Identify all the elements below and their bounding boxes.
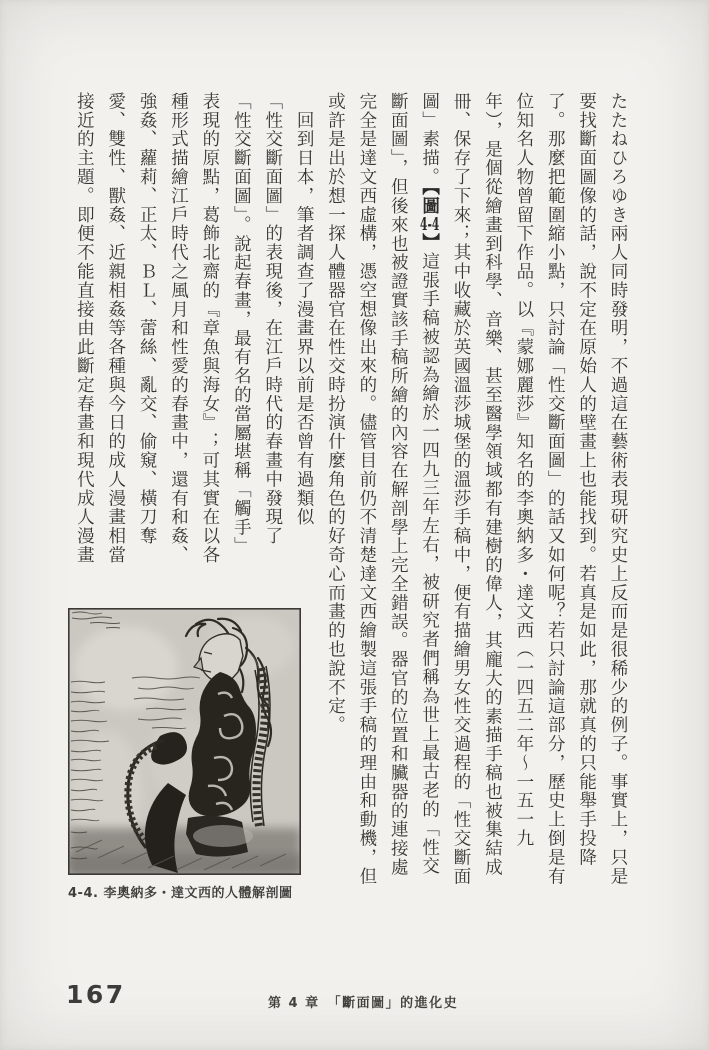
footer-chapter-title: 第 4 章 「斷面圖」的進化史 <box>268 996 459 1011</box>
text-column-6: 冊、保存了下來；其中收藏於英國溫莎城堡的溫莎手稿中，便有描繪男女性交過程的「性交斷面 <box>451 92 472 886</box>
text-column-7: 圖」素描。【圖4-4】這張手稿被認為繪於一四九三年左右，被研究者們稱為世上最古老的「性交 <box>419 92 440 876</box>
text-column-8: 斷面圖」，但後來也被證實該手稿所繪的內容在解剖學上完全錯誤。器官的位置和臟器的連接處 <box>388 92 409 878</box>
text-column-5: 年），是個從繪畫到科學、音樂、甚至醫學領域都有建樹的偉人，其龐大的素描手稿也被集結成 <box>482 92 503 878</box>
text-column-4: 位知名人物曾留下作品。以『蒙娜麗莎』知名的李奧納多・達文西（一四五二年～一五一九 <box>513 92 534 848</box>
text-column-13: 「性交斷面圖」。說起春畫，最有名的當屬堪稱「觸手」 <box>231 92 252 556</box>
text-column-3: 了。那麼把範圍縮小點，只討論「性交斷面圖」的話又如何呢？若只討論這部分，歷史上倒是有 <box>545 92 566 886</box>
text-column-18: 接近的主題。即便不能直接由此斷定春畫和現代成人漫畫 <box>74 92 95 565</box>
figure-4-4 <box>68 608 301 901</box>
figure-caption: 4-4. 李奧納多・達文西的人體解剖圖 <box>68 886 293 901</box>
text-column-1: たたねひろゆき兩人同時發明，不過這在藝術表現研究史上反而是很稀少的例子。事實上，只是 <box>608 92 628 886</box>
text-column-11: 回到日本，筆者調查了漫畫界以前是否曾有過類似 <box>294 92 315 527</box>
text-column-12: 「性交斷面圖」的表現後，在江戶時代的春畫中發現了 <box>262 92 283 546</box>
text-column-16: 強姦、蘿莉、正太、ＢＬ、蕾絲、亂交、偷窺、橫刀奪 <box>137 92 158 546</box>
page-number: 167 <box>66 980 126 1009</box>
text-column-10: 或許是出於想一探人體器官在性交時扮演什麼角色的好奇心而畫的也說不定。 <box>325 92 346 735</box>
text-column-9: 完全是達文西虛構，憑空想像出來的。儘管目前仍不清楚達文西繪製這張手稿的理由和動機，但 <box>356 92 377 886</box>
davinci-anatomy-sketch <box>68 608 301 875</box>
text-column-15: 種形式描繪江戶時代之風月和性愛的春畫中，還有和姦、 <box>168 92 189 565</box>
text-column-14: 表現的原點，葛飾北齋的『章魚與海女』；可其實在以各 <box>199 92 220 565</box>
text-column-2: 要找斷面圖像的話，說不定在原始人的壁畫上也能找到。若真是如此，那就真的只能舉手投降 <box>576 92 597 867</box>
text-column-17: 愛、雙性、獸姦、近親相姦等各種與今日的成人漫畫相當 <box>105 92 126 565</box>
